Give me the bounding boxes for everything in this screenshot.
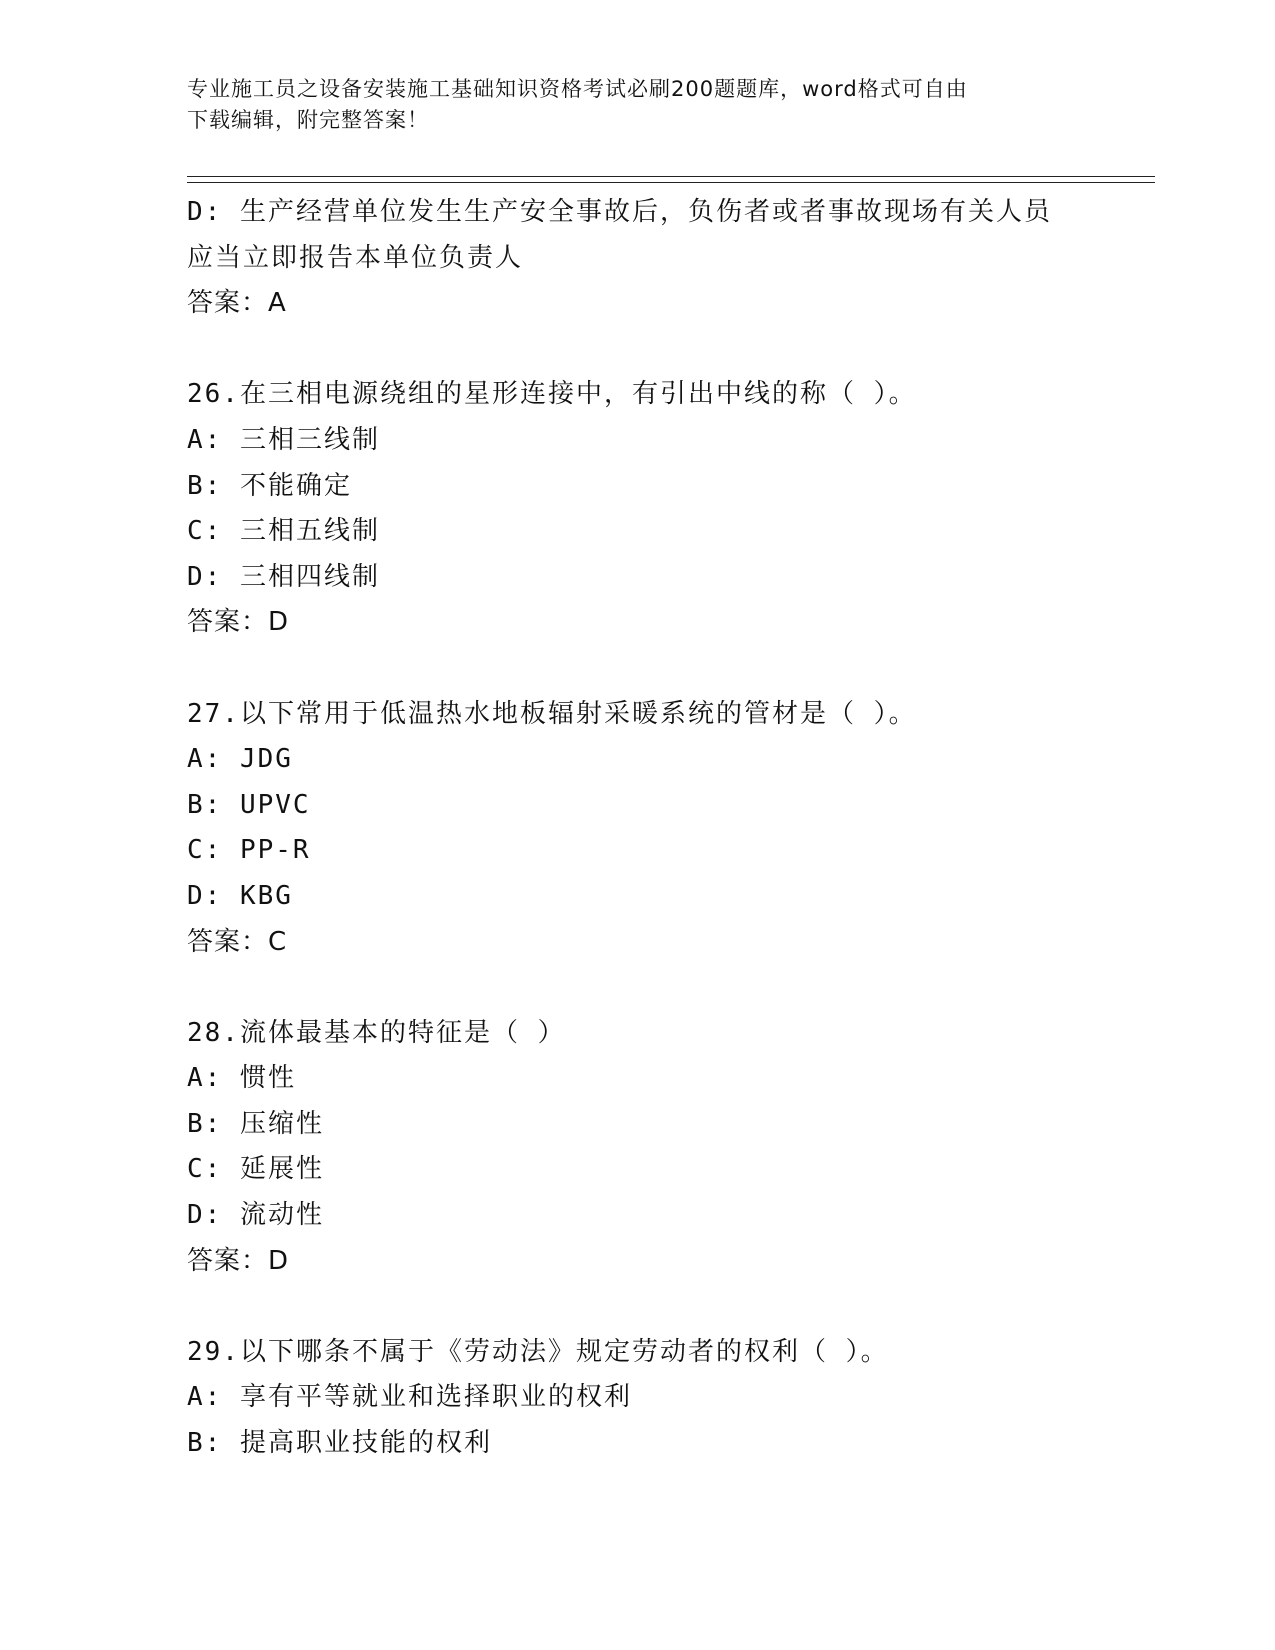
header-divider-bottom	[187, 182, 1155, 183]
header-title-line-1: 专业施工员之设备安装施工基础知识资格考试必刷200题题库，word格式可自由	[187, 77, 968, 101]
option-d: D: KBG	[187, 880, 293, 911]
option-c: C: 延展性	[187, 1154, 324, 1185]
spacer	[187, 646, 1087, 692]
option-b: B: 压缩性	[187, 1108, 324, 1139]
option-a: A: 三相三线制	[187, 424, 380, 455]
option-a: A: JDG	[187, 744, 293, 775]
option-a: A: 惯性	[187, 1063, 296, 1094]
option-b: B: 提高职业技能的权利	[187, 1428, 492, 1459]
question-stem: 27.以下常用于低温热水地板辐射采暖系统的管材是（ ）。	[187, 698, 917, 729]
answer: 答案：D	[187, 607, 290, 638]
answer: 答案：D	[187, 1245, 290, 1276]
question-27	[187, 692, 1087, 966]
question-25-tail	[187, 190, 1087, 327]
question-stem: 29.以下哪条不属于《劳动法》规定劳动者的权利（ ）。	[187, 1336, 889, 1367]
header-divider-top	[187, 176, 1155, 177]
document-body	[187, 190, 1087, 1467]
option-b: B: 不能确定	[187, 470, 352, 501]
question-stem: 28.流体最基本的特征是（ ）	[187, 1017, 566, 1048]
answer: 答案：C	[187, 926, 288, 957]
option-d: D: 流动性	[187, 1200, 324, 1231]
option-d: D: 三相四线制	[187, 561, 380, 592]
option-d-line-1: D: 生产经营单位发生生产安全事故后，负伤者或者事故现场有关人员	[187, 197, 1052, 227]
spacer	[187, 965, 1087, 1011]
spacer	[187, 327, 1087, 373]
question-stem: 26.在三相电源绕组的星形连接中，有引出中线的称（ ）。	[187, 379, 917, 410]
header-title-line-2: 下载编辑，附完整答案！	[187, 108, 429, 132]
spacer	[187, 1284, 1087, 1330]
option-b: B: UPVC	[187, 789, 311, 820]
option-c: C: 三相五线制	[187, 516, 380, 547]
option-d-line-2: 应当立即报告本单位负责人	[187, 242, 524, 273]
answer-25: 答案：A	[187, 288, 287, 319]
document-header	[187, 74, 1087, 136]
question-29	[187, 1330, 1087, 1467]
question-28	[187, 1011, 1087, 1285]
question-26	[187, 372, 1087, 646]
option-c: C: PP-R	[187, 835, 311, 866]
option-a: A: 享有平等就业和选择职业的权利	[187, 1382, 632, 1413]
